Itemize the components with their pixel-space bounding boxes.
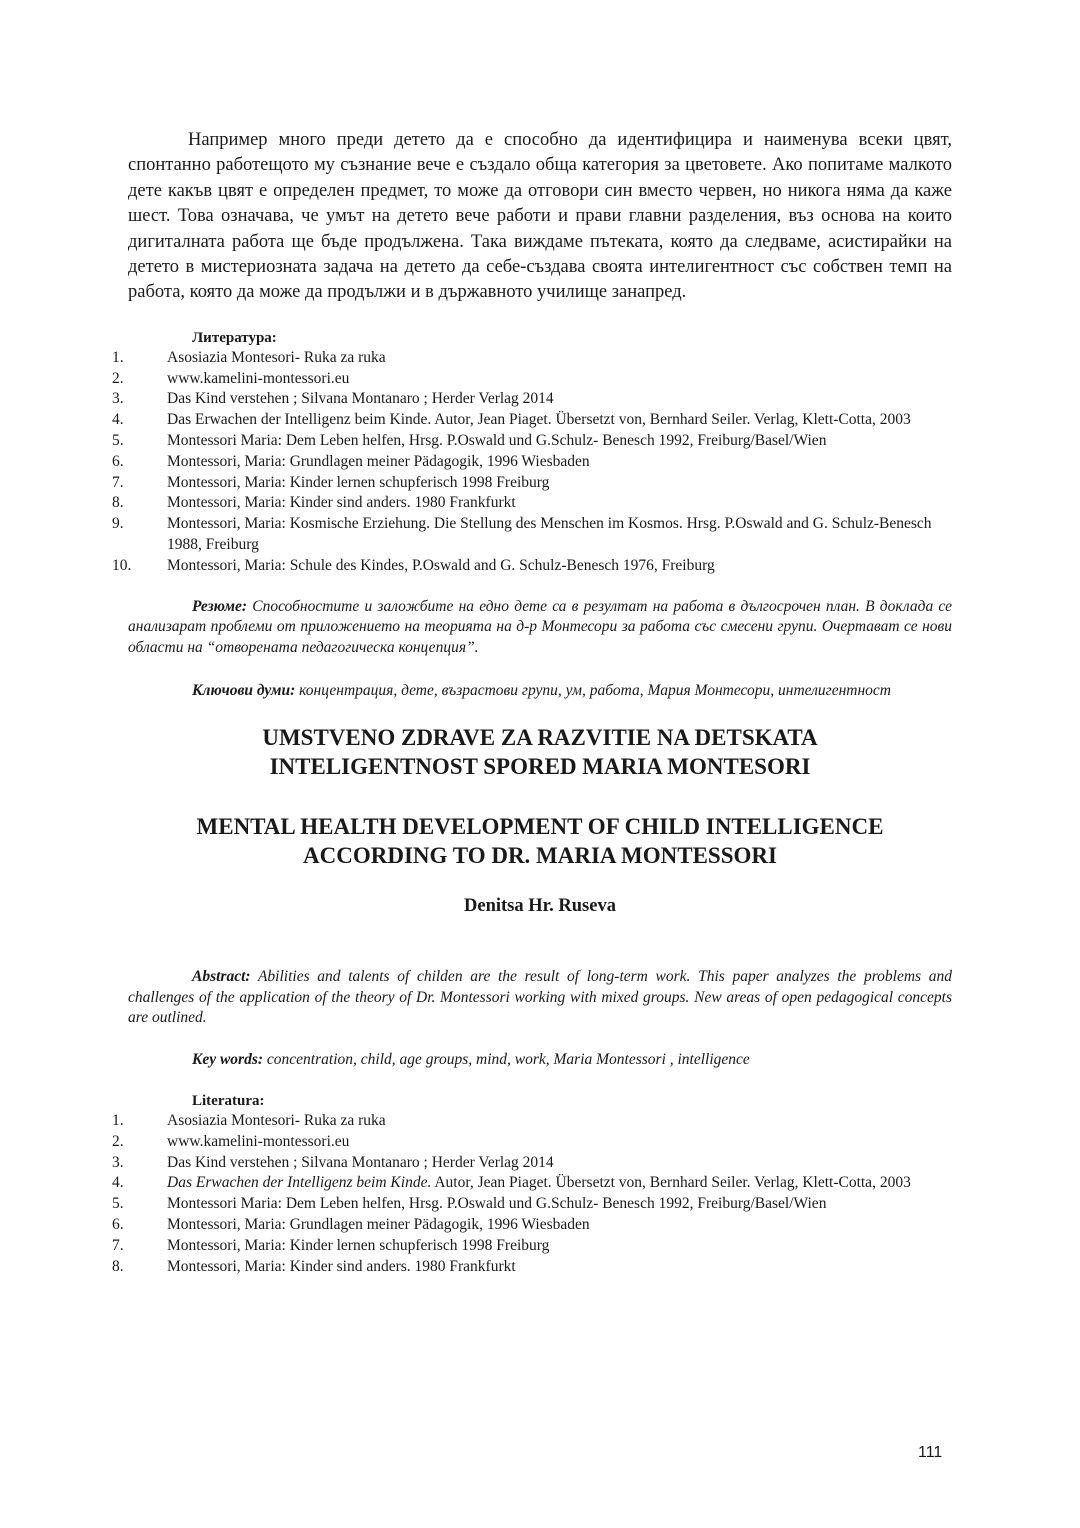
abstract-label: Abstract:	[192, 967, 251, 985]
keywords-en-label: Key words:	[192, 1051, 264, 1069]
reference-item: 2. www.kamelini-montessori.eu	[112, 1132, 350, 1150]
reference-item: 8. Montessori, Maria: Kinder sind anders. 1980 Frankfurkt	[112, 1257, 516, 1275]
summary-label: Резюме:	[192, 597, 248, 615]
title-transliterated: UMSTVENO ZDRAVE ZA RAZVITIE NA DETSKATA INTELIGENTNOST SPORED MARIA MONTESORI	[262, 724, 818, 779]
reference-item: 9. Montessori, Maria: Kosmische Erziehung. Die Stellung des Menschen im Kosmos. Hrsg. P.Oswald and G. Schulz-Benesch 1988, Freiburg	[112, 515, 932, 554]
reference-item: 3. Das Kind verstehen ; Silvana Montanaro ; Herder Verlag 2014	[112, 1153, 554, 1171]
title-english: MENTAL HEALTH DEVELOPMENT OF CHILD INTELLIGENCE ACCORDING TO DR. MARIA MONTESSORI	[196, 813, 884, 868]
reference-item: 1. Asosiazia Montesori- Ruka za ruka	[112, 1111, 386, 1129]
references-heading-en: Literatura:	[192, 1092, 265, 1109]
keywords-bg	[128, 681, 952, 702]
references-list-en	[112, 1111, 952, 1277]
intro-paragraph: Например много преди детето да е способно да идентифицира и наименува всеки цвят, спонтанно работещото му съзнание вече е създало обща категория за цветовете. Ако попитаме малкото дете какъв цвят е определен предмет, то може да отговори син вместо червен, но никога няма да каже шест. Това означава, че умът на детето вече работи и прави главни разделения, въз основа на които дигиталната работа ще бъде продължена. Така виждаме пътеката, която да следваме, асистирайки на детето в мистериозната задача на детето да себе-създава своята интелигентност със собствен темп на работа, която да може да продължи и в държавното училище занапред.	[128, 130, 952, 303]
reference-item: 1. Asosiazia Montesori- Ruka za ruka	[112, 348, 386, 366]
keywords-en-text: concentration, child, age groups, mind, work, Maria Montessori , intelligence	[263, 1051, 750, 1069]
reference-item: 5. Montessori Maria: Dem Leben helfen, Hrsg. P.Oswald und G.Schulz- Benesch 1992, Freiburg/Basel/Wien	[112, 432, 827, 450]
reference-item: 5. Montessori Maria: Dem Leben helfen, Hrsg. P.Oswald und G.Schulz- Benesch 1992, Freiburg/Basel/Wien	[112, 1195, 827, 1213]
author-name: Denitsa Hr. Ruseva	[464, 895, 616, 916]
reference-item: 7. Montessori, Maria: Kinder lernen schupferisch 1998 Freiburg	[112, 473, 550, 491]
page-body	[112, 128, 952, 1277]
abstract-en	[128, 967, 952, 1029]
reference-item: 10. Montessori, Maria: Schule des Kindes, P.Oswald and G. Schulz-Benesch 1976, Freiburg	[112, 556, 715, 574]
keywords-en	[128, 1050, 952, 1071]
reference-item: 4. Das Erwachen der Intelligenz beim Kinde. Autor, Jean Piaget. Übersetzt von, Bernhard Seiler. Verlag, Klett-Cotta, 2003	[112, 1174, 911, 1192]
keywords-text: концентрация, дете, възрастови групи, ум, работа, Мария Монтесори, интелигентност	[295, 682, 891, 699]
abstract-text: Abilities and talents of childen are the result of long-term work. This paper analyzes the problems and challenges of the application of the theory of Dr. Montessori working with mixed groups. New areas of open pedagogical concepts are outlined.	[128, 967, 952, 1027]
reference-item: 6. Montessori, Maria: Grundlagen meiner Pädagogik, 1996 Wiesbaden	[112, 452, 590, 470]
reference-item: 3. Das Kind verstehen ; Silvana Montanaro ; Herder Verlag 2014	[112, 390, 554, 408]
summary-text: Способностите и заложбите на едно дете са в резултат на работа в дългосрочен план. В доклада се анализарат проблеми от приложението на теорията на д-р Монтесори за работа със смесени групи. Очертават се нови области на “отворената педагогическа концепция”.	[128, 597, 952, 657]
references-heading-bg: Литература:	[192, 329, 277, 346]
keywords-label: Ключови думи:	[192, 682, 296, 699]
reference-item: 7. Montessori, Maria: Kinder lernen schupferisch 1998 Freiburg	[112, 1236, 550, 1254]
reference-item: 8. Montessori, Maria: Kinder sind anders. 1980 Frankfurkt	[112, 494, 516, 512]
references-list-bg	[112, 348, 952, 577]
reference-item: 2. www.kamelini-montessori.eu	[112, 369, 350, 387]
reference-item: 4. Das Erwachen der Intelligenz beim Kinde. Autor, Jean Piaget. Übersetzt von, Bernhard Seiler. Verlag, Klett-Cotta, 2003	[112, 411, 911, 429]
page-number: 111	[918, 1444, 943, 1461]
reference-item: 6. Montessori, Maria: Grundlagen meiner Pädagogik, 1996 Wiesbaden	[112, 1215, 590, 1233]
summary-bg	[128, 597, 952, 659]
